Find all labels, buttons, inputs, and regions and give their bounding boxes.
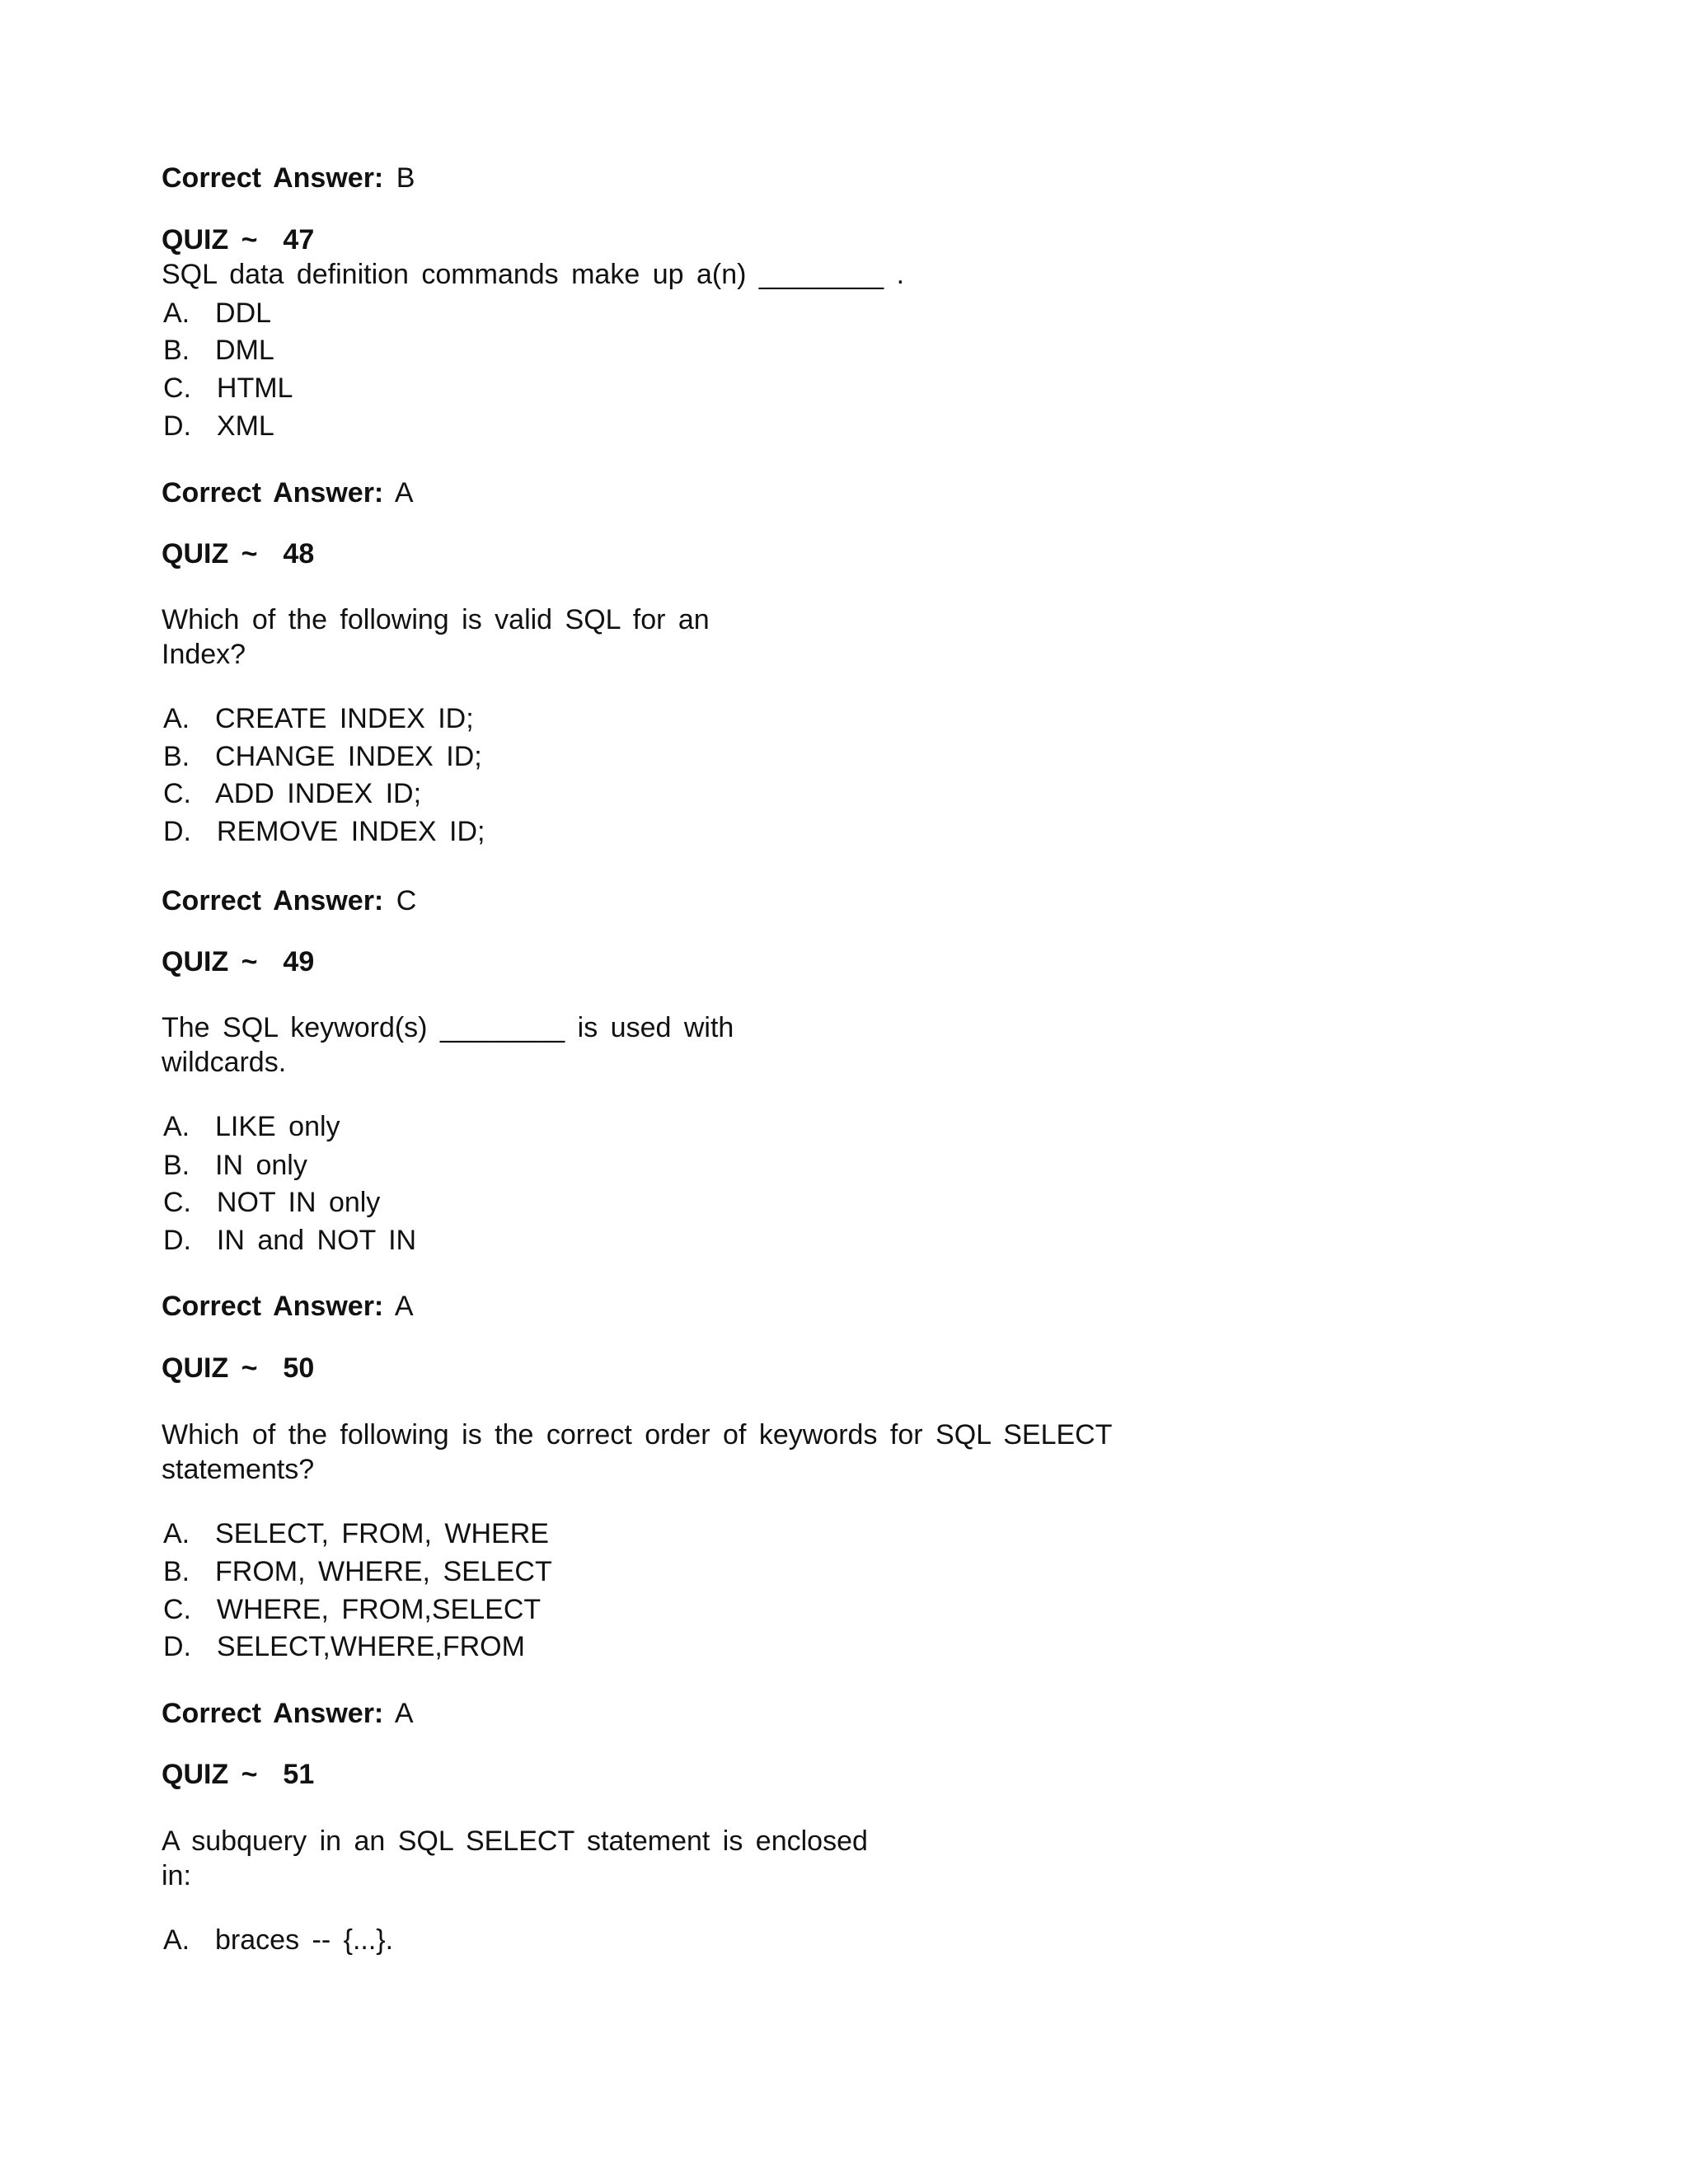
- correct-answer-label: Correct Answer:: [162, 477, 384, 509]
- quiz-option: D. REMOVE INDEX ID;: [163, 816, 485, 847]
- correct-answer-label: Correct Answer:: [162, 885, 384, 916]
- quiz-question: Which of the following is the correct order of keywords for SQL SELECT: [162, 1419, 1113, 1451]
- correct-answer-value: A: [394, 1698, 414, 1729]
- correct-answer-label: Correct Answer:: [162, 162, 384, 194]
- correct-answer-value: C: [396, 885, 417, 916]
- quiz-option: A. SELECT, FROM, WHERE: [163, 1518, 549, 1549]
- quiz-heading: QUIZ ~ 48: [162, 538, 315, 569]
- quiz-heading: QUIZ ~ 50: [162, 1352, 315, 1384]
- quiz-question: statements?: [162, 1454, 315, 1485]
- quiz-question: Index?: [162, 639, 246, 670]
- quiz-option: C. ADD INDEX ID;: [163, 778, 422, 809]
- correct-answer-line: [162, 161, 415, 195]
- quiz-option: C. WHERE, FROM,SELECT: [163, 1594, 542, 1625]
- quiz-option: A. CREATE INDEX ID;: [163, 703, 474, 734]
- quiz-heading: QUIZ ~ 49: [162, 946, 315, 977]
- quiz-option: D. XML: [163, 410, 274, 442]
- quiz-option: B. DML: [163, 335, 274, 366]
- quiz-option: B. FROM, WHERE, SELECT: [163, 1556, 552, 1587]
- correct-answer-value: A: [394, 1291, 414, 1322]
- quiz-option: C. HTML: [163, 373, 293, 404]
- quiz-option: D. SELECT,WHERE,FROM: [163, 1631, 525, 1662]
- quiz-question: A subquery in an SQL SELECT statement is enclosed: [162, 1825, 868, 1857]
- quiz-question: Which of the following is valid SQL for an: [162, 604, 710, 635]
- quiz-question: in:: [162, 1860, 191, 1891]
- quiz-question: SQL data definition commands make up a(n) ________ .: [162, 259, 905, 290]
- quiz-heading: QUIZ ~ 47: [162, 224, 315, 255]
- correct-answer-line: [162, 476, 414, 510]
- quiz-heading: QUIZ ~ 51: [162, 1759, 315, 1790]
- correct-answer-line: [162, 1289, 414, 1324]
- correct-answer-line: [162, 1696, 414, 1731]
- quiz-option: B. IN only: [163, 1150, 307, 1181]
- correct-answer-label: Correct Answer:: [162, 1291, 384, 1322]
- correct-answer-value: A: [394, 477, 414, 509]
- quiz-question: wildcards.: [162, 1047, 287, 1078]
- quiz-option: A. braces -- {...}.: [163, 1924, 394, 1956]
- quiz-option: D. IN and NOT IN: [163, 1225, 417, 1256]
- quiz-option: B. CHANGE INDEX ID;: [163, 741, 482, 772]
- quiz-option: A. DDL: [163, 298, 272, 329]
- quiz-option: C. NOT IN only: [163, 1187, 381, 1218]
- quiz-question: The SQL keyword(s) ________ is used with: [162, 1012, 734, 1043]
- correct-answer-value: B: [396, 162, 415, 194]
- correct-answer-label: Correct Answer:: [162, 1698, 384, 1729]
- quiz-option: A. LIKE only: [163, 1111, 340, 1142]
- correct-answer-line: [162, 883, 416, 918]
